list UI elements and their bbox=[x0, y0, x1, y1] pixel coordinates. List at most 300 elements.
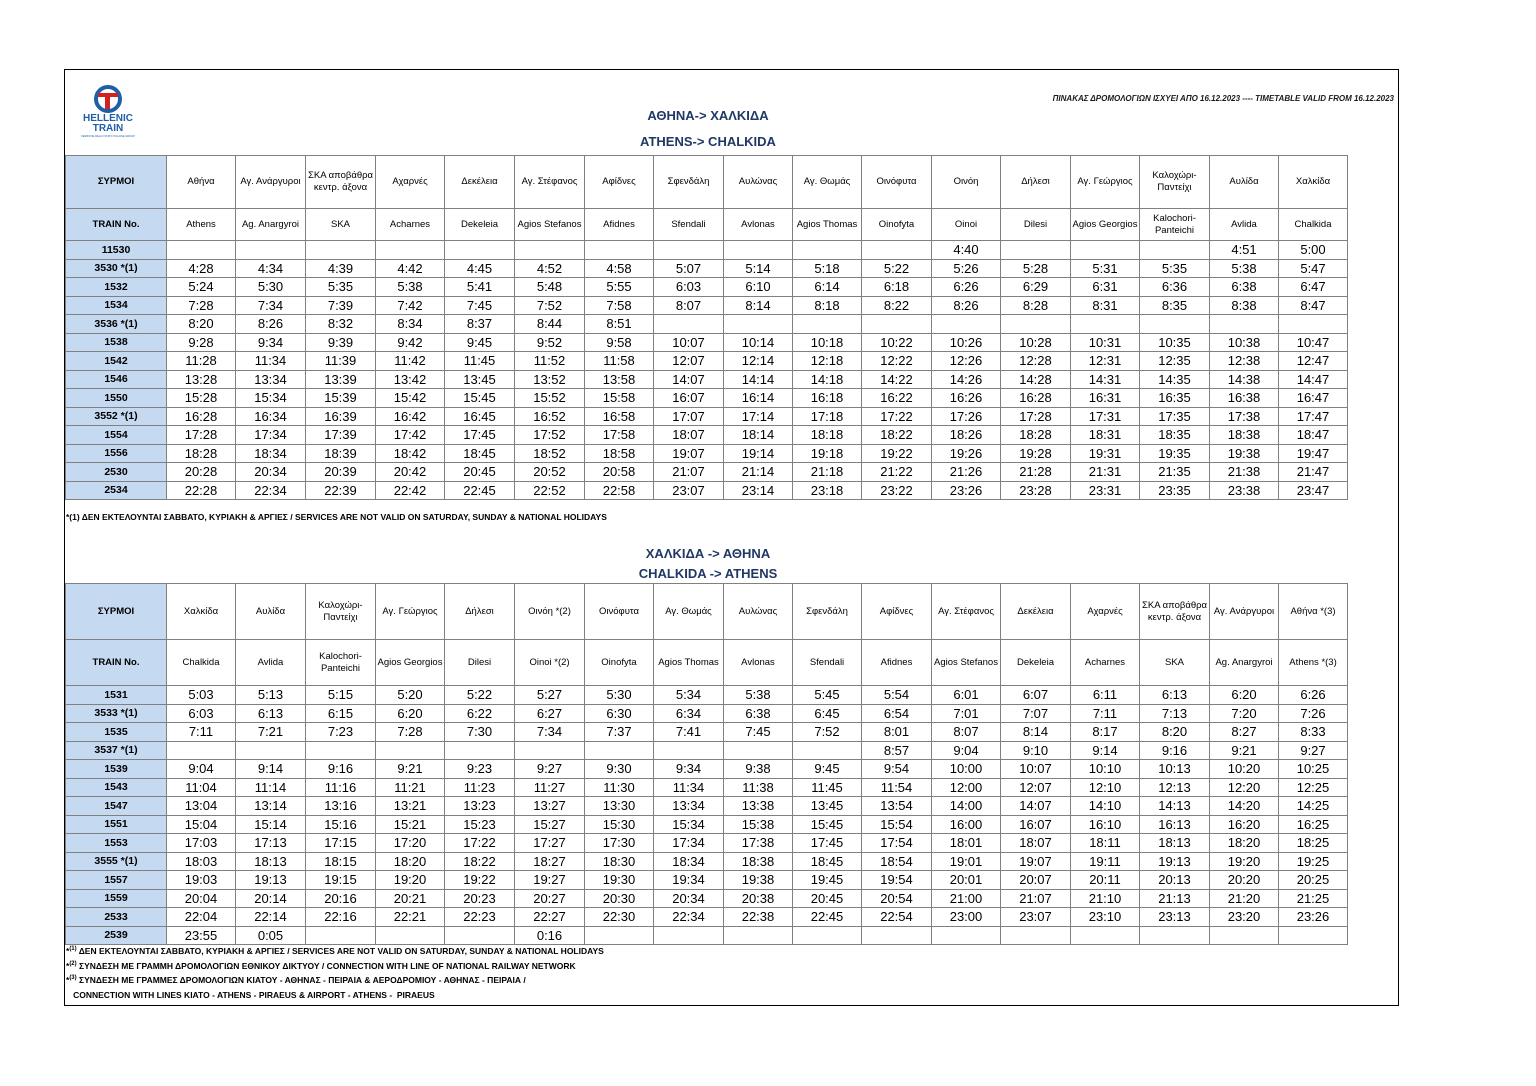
departure-time: 7:23 bbox=[306, 723, 376, 742]
departure-time: 10:25 bbox=[1279, 760, 1348, 779]
departure-time: 9:34 bbox=[236, 333, 306, 352]
departure-time bbox=[654, 926, 724, 945]
departure-time: 16:00 bbox=[932, 815, 1001, 834]
departure-time: 7:37 bbox=[585, 723, 654, 742]
departure-time: 17:38 bbox=[1210, 407, 1279, 426]
departure-time: 16:26 bbox=[932, 389, 1001, 408]
train-number: 3555 *(1) bbox=[66, 852, 167, 871]
column-header-station: Αχαρνές bbox=[1071, 584, 1140, 640]
departure-time: 19:54 bbox=[862, 871, 932, 890]
departure-time: 18:07 bbox=[654, 426, 724, 445]
departure-time: 23:20 bbox=[1210, 908, 1279, 927]
column-header-station: Αθήνα *(3) bbox=[1279, 584, 1348, 640]
table-row bbox=[66, 296, 1348, 315]
departure-time: 23:07 bbox=[654, 481, 724, 500]
departure-time: 16:18 bbox=[793, 389, 862, 408]
departure-time: 17:34 bbox=[236, 426, 306, 445]
departure-time: 16:25 bbox=[1279, 815, 1348, 834]
column-header-station: SKA bbox=[306, 209, 376, 241]
departure-time: 17:38 bbox=[724, 834, 793, 853]
departure-time: 5:15 bbox=[306, 686, 376, 705]
departure-time: 9:23 bbox=[445, 760, 515, 779]
departure-time: 17:34 bbox=[654, 834, 724, 853]
column-header-station: Δεκέλεια bbox=[1001, 584, 1071, 640]
departure-time: 20:45 bbox=[445, 463, 515, 482]
departure-time: 17:58 bbox=[585, 426, 654, 445]
departure-time bbox=[515, 241, 585, 260]
departure-time: 15:34 bbox=[654, 815, 724, 834]
departure-time: 16:34 bbox=[236, 407, 306, 426]
departure-time: 16:47 bbox=[1279, 389, 1348, 408]
departure-time: 18:28 bbox=[1001, 426, 1071, 445]
departure-time: 11:21 bbox=[376, 778, 445, 797]
departure-time: 5:20 bbox=[376, 686, 445, 705]
departure-time: 20:30 bbox=[585, 889, 654, 908]
departure-time: 12:26 bbox=[932, 352, 1001, 371]
departure-time: 11:04 bbox=[167, 778, 236, 797]
departure-time: 20:38 bbox=[724, 889, 793, 908]
departure-time: 6:30 bbox=[585, 704, 654, 723]
departure-time: 13:34 bbox=[654, 797, 724, 816]
column-header-station: Agios Stefanos bbox=[515, 209, 585, 241]
departure-time: 9:28 bbox=[167, 333, 236, 352]
column-header-station: Ag. Anargyroi bbox=[236, 209, 306, 241]
departure-time bbox=[376, 926, 445, 945]
train-number: 1543 bbox=[66, 778, 167, 797]
departure-time: 17:47 bbox=[1279, 407, 1348, 426]
column-header-station: Dekeleia bbox=[1001, 640, 1071, 686]
departure-time: 9:04 bbox=[932, 741, 1001, 760]
departure-time: 18:47 bbox=[1279, 426, 1348, 445]
departure-time: 0:05 bbox=[236, 926, 306, 945]
departure-time: 8:14 bbox=[1001, 723, 1071, 742]
departure-time: 9:10 bbox=[1001, 741, 1071, 760]
departure-time: 20:52 bbox=[515, 463, 585, 482]
departure-time: 13:34 bbox=[236, 370, 306, 389]
departure-time: 11:45 bbox=[793, 778, 862, 797]
departure-time: 14:20 bbox=[1210, 797, 1279, 816]
departure-time: 6:31 bbox=[1071, 278, 1140, 297]
departure-time: 17:30 bbox=[585, 834, 654, 853]
departure-time: 7:11 bbox=[167, 723, 236, 742]
departure-time: 5:48 bbox=[515, 278, 585, 297]
logo-tagline: FERROVIE DELLO STATO ITALIANE GROUP bbox=[81, 135, 135, 138]
departure-time: 18:03 bbox=[167, 852, 236, 871]
departure-time: 6:29 bbox=[1001, 278, 1071, 297]
logo-text-line1: HELLENIC bbox=[83, 113, 133, 124]
departure-time: 6:03 bbox=[167, 704, 236, 723]
departure-time bbox=[445, 926, 515, 945]
departure-time: 9:16 bbox=[306, 760, 376, 779]
departure-time: 22:14 bbox=[236, 908, 306, 927]
column-header-station: Oinofyta bbox=[585, 640, 654, 686]
column-header-station: Αφίδνες bbox=[585, 156, 654, 209]
departure-time: 19:07 bbox=[1001, 852, 1071, 871]
departure-time: 18:45 bbox=[445, 444, 515, 463]
table-row bbox=[66, 815, 1348, 834]
departure-time: 9:04 bbox=[167, 760, 236, 779]
column-header-station: Χαλκίδα bbox=[1279, 156, 1348, 209]
departure-time: 19:15 bbox=[306, 871, 376, 890]
column-header-station: Afidnes bbox=[585, 209, 654, 241]
departure-time: 11:27 bbox=[515, 778, 585, 797]
departure-time: 9:30 bbox=[585, 760, 654, 779]
departure-time: 4:51 bbox=[1210, 241, 1279, 260]
departure-time: 7:30 bbox=[445, 723, 515, 742]
departure-time: 5:41 bbox=[445, 278, 515, 297]
column-header-station: Αυλίδα bbox=[1210, 156, 1279, 209]
departure-time: 10:18 bbox=[793, 333, 862, 352]
column-header-station: Oinoi bbox=[932, 209, 1001, 241]
departure-time: 5:30 bbox=[585, 686, 654, 705]
departure-time: 16:13 bbox=[1140, 815, 1210, 834]
departure-time: 20:39 bbox=[306, 463, 376, 482]
column-header-station: Athens bbox=[167, 209, 236, 241]
departure-time: 7:34 bbox=[236, 296, 306, 315]
departure-time: 5:35 bbox=[1140, 259, 1210, 278]
departure-time: 21:00 bbox=[932, 889, 1001, 908]
departure-time: 10:22 bbox=[862, 333, 932, 352]
departure-time: 16:39 bbox=[306, 407, 376, 426]
departure-time bbox=[1071, 241, 1140, 260]
departure-time: 18:34 bbox=[236, 444, 306, 463]
departure-time: 18:14 bbox=[724, 426, 793, 445]
departure-time: 18:11 bbox=[1071, 834, 1140, 853]
departure-time: 7:28 bbox=[167, 296, 236, 315]
table-row bbox=[66, 278, 1348, 297]
column-header-station: Sfendali bbox=[654, 209, 724, 241]
departure-time: 16:07 bbox=[654, 389, 724, 408]
footnote bbox=[66, 946, 604, 956]
departure-time: 6:03 bbox=[654, 278, 724, 297]
departure-time: 18:34 bbox=[654, 852, 724, 871]
footnote: *(1) ΔΕΝ ΕΚΤΕΛΟΥΝΤΑΙ ΣΑΒΒΑΤΟ, ΚΥΡΙΑΚΗ & ΑΡΓΙΕΣ / SERVICES ARE NOT VALID ON SATURDAY, SUNDAY & NATIONAL HOLIDAYS bbox=[66, 512, 607, 522]
departure-time: 13:42 bbox=[376, 370, 445, 389]
departure-time: 14:25 bbox=[1279, 797, 1348, 816]
departure-time: 20:20 bbox=[1210, 871, 1279, 890]
departure-time: 6:26 bbox=[1279, 686, 1348, 705]
departure-time: 7:42 bbox=[376, 296, 445, 315]
departure-time: 10:20 bbox=[1210, 760, 1279, 779]
footnote bbox=[66, 961, 576, 971]
departure-time: 22:45 bbox=[445, 481, 515, 500]
column-header-station: Acharnes bbox=[1071, 640, 1140, 686]
departure-time: 19:03 bbox=[167, 871, 236, 890]
departure-time: 23:07 bbox=[1001, 908, 1071, 927]
departure-time: 20:07 bbox=[1001, 871, 1071, 890]
departure-time: 18:42 bbox=[376, 444, 445, 463]
departure-time: 14:07 bbox=[654, 370, 724, 389]
departure-time: 5:38 bbox=[724, 686, 793, 705]
departure-time: 8:26 bbox=[236, 315, 306, 334]
departure-time: 15:14 bbox=[236, 815, 306, 834]
departure-time: 12:38 bbox=[1210, 352, 1279, 371]
departure-time: 6:14 bbox=[793, 278, 862, 297]
departure-time: 23:10 bbox=[1071, 908, 1140, 927]
train-number: 1553 bbox=[66, 834, 167, 853]
column-header-station: Agios Georgios bbox=[1071, 209, 1140, 241]
departure-time: 16:14 bbox=[724, 389, 793, 408]
departure-time: 19:13 bbox=[236, 871, 306, 890]
departure-time: 18:25 bbox=[1279, 834, 1348, 853]
column-header-station: Καλοχώρι-Παντείχι bbox=[306, 584, 376, 640]
departure-time: 17:28 bbox=[1001, 407, 1071, 426]
departure-time bbox=[1210, 926, 1279, 945]
departure-time: 15:42 bbox=[376, 389, 445, 408]
train-number: 1538 bbox=[66, 333, 167, 352]
column-header-station: SKA bbox=[1140, 640, 1210, 686]
departure-time bbox=[654, 741, 724, 760]
departure-time: 5:00 bbox=[1279, 241, 1348, 260]
departure-time: 17:35 bbox=[1140, 407, 1210, 426]
table-row bbox=[66, 481, 1348, 500]
departure-time: 9:58 bbox=[585, 333, 654, 352]
departure-time: 15:38 bbox=[724, 815, 793, 834]
departure-time: 20:58 bbox=[585, 463, 654, 482]
departure-time: 22:27 bbox=[515, 908, 585, 927]
departure-time bbox=[724, 926, 793, 945]
departure-time: 17:45 bbox=[793, 834, 862, 853]
departure-time: 15:45 bbox=[793, 815, 862, 834]
departure-time bbox=[932, 926, 1001, 945]
column-header-station: Αγ. Θωμάς bbox=[654, 584, 724, 640]
departure-time: 13:27 bbox=[515, 797, 585, 816]
departure-time: 6:13 bbox=[236, 704, 306, 723]
departure-time: 7:07 bbox=[1001, 704, 1071, 723]
departure-time: 7:52 bbox=[515, 296, 585, 315]
departure-time: 8:27 bbox=[1210, 723, 1279, 742]
departure-time: 8:01 bbox=[862, 723, 932, 742]
train-number: 1550 bbox=[66, 389, 167, 408]
column-header-station: Agios Georgios bbox=[376, 640, 445, 686]
departure-time: 20:34 bbox=[236, 463, 306, 482]
column-header-station: Αχαρνές bbox=[376, 156, 445, 209]
departure-time: 19:07 bbox=[654, 444, 724, 463]
train-number: 1551 bbox=[66, 815, 167, 834]
departure-time: 14:38 bbox=[1210, 370, 1279, 389]
table-row bbox=[66, 908, 1348, 927]
column-header-station: Αυλίδα bbox=[236, 584, 306, 640]
departure-time: 16:22 bbox=[862, 389, 932, 408]
table-row bbox=[66, 407, 1348, 426]
departure-time: 7:01 bbox=[932, 704, 1001, 723]
column-header-station: Αθήνα bbox=[167, 156, 236, 209]
departure-time: 18:35 bbox=[1140, 426, 1210, 445]
departure-time bbox=[1140, 241, 1210, 260]
departure-time: 11:45 bbox=[445, 352, 515, 371]
departure-time: 19:31 bbox=[1071, 444, 1140, 463]
departure-time: 8:51 bbox=[585, 315, 654, 334]
departure-time: 16:58 bbox=[585, 407, 654, 426]
departure-time: 5:22 bbox=[862, 259, 932, 278]
departure-time: 9:45 bbox=[445, 333, 515, 352]
column-header-station: Sfendali bbox=[793, 640, 862, 686]
departure-time: 7:21 bbox=[236, 723, 306, 742]
table-row bbox=[66, 444, 1348, 463]
departure-time: 22:23 bbox=[445, 908, 515, 927]
departure-time: 16:31 bbox=[1071, 389, 1140, 408]
footnote bbox=[66, 990, 435, 1000]
departure-time: 17:27 bbox=[515, 834, 585, 853]
departure-time: 19:11 bbox=[1071, 852, 1140, 871]
departure-time: 21:26 bbox=[932, 463, 1001, 482]
departure-time bbox=[793, 315, 862, 334]
departure-time: 22:34 bbox=[236, 481, 306, 500]
departure-time bbox=[376, 741, 445, 760]
departure-time: 20:23 bbox=[445, 889, 515, 908]
departure-time: 5:38 bbox=[1210, 259, 1279, 278]
departure-time: 7:34 bbox=[515, 723, 585, 742]
departure-time: 10:07 bbox=[1001, 760, 1071, 779]
departure-time: 21:25 bbox=[1279, 889, 1348, 908]
departure-time: 12:07 bbox=[654, 352, 724, 371]
departure-time: 18:15 bbox=[306, 852, 376, 871]
departure-time: 23:38 bbox=[1210, 481, 1279, 500]
departure-time: 21:22 bbox=[862, 463, 932, 482]
departure-time: 12:22 bbox=[862, 352, 932, 371]
column-header-station: Αφίδνες bbox=[862, 584, 932, 640]
departure-time: 22:45 bbox=[793, 908, 862, 927]
departure-time: 14:00 bbox=[932, 797, 1001, 816]
departure-time: 18:28 bbox=[167, 444, 236, 463]
departure-time: 11:58 bbox=[585, 352, 654, 371]
departure-time: 9:39 bbox=[306, 333, 376, 352]
departure-time: 14:13 bbox=[1140, 797, 1210, 816]
departure-time bbox=[585, 741, 654, 760]
departure-time bbox=[1279, 926, 1348, 945]
footnote bbox=[66, 975, 526, 985]
departure-time bbox=[1140, 315, 1210, 334]
column-header-station: Avlonas bbox=[724, 640, 793, 686]
departure-time: 23:26 bbox=[1279, 908, 1348, 927]
departure-time: 13:38 bbox=[724, 797, 793, 816]
departure-time: 23:55 bbox=[167, 926, 236, 945]
departure-time: 13:45 bbox=[445, 370, 515, 389]
departure-time: 13:54 bbox=[862, 797, 932, 816]
departure-time: 20:28 bbox=[167, 463, 236, 482]
departure-time: 21:13 bbox=[1140, 889, 1210, 908]
departure-time: 5:38 bbox=[376, 278, 445, 297]
departure-time: 18:38 bbox=[724, 852, 793, 871]
departure-time: 21:35 bbox=[1140, 463, 1210, 482]
departure-time: 9:14 bbox=[236, 760, 306, 779]
departure-time: 19:28 bbox=[1001, 444, 1071, 463]
table-row bbox=[66, 741, 1348, 760]
departure-time: 20:21 bbox=[376, 889, 445, 908]
table-row bbox=[66, 463, 1348, 482]
departure-time: 16:52 bbox=[515, 407, 585, 426]
train-number: 11530 bbox=[66, 241, 167, 260]
departure-time: 15:27 bbox=[515, 815, 585, 834]
departure-time: 14:10 bbox=[1071, 797, 1140, 816]
departure-time: 7:28 bbox=[376, 723, 445, 742]
column-header-station: Agios Stefanos bbox=[932, 640, 1001, 686]
departure-time: 4:28 bbox=[167, 259, 236, 278]
departure-time: 5:35 bbox=[306, 278, 376, 297]
departure-time: 9:27 bbox=[1279, 741, 1348, 760]
column-header-station: Chalkida bbox=[1279, 209, 1348, 241]
departure-time bbox=[793, 741, 862, 760]
departure-time: 20:04 bbox=[167, 889, 236, 908]
departure-time: 12:25 bbox=[1279, 778, 1348, 797]
departure-time: 15:54 bbox=[862, 815, 932, 834]
departure-time: 19:22 bbox=[445, 871, 515, 890]
table-row bbox=[66, 315, 1348, 334]
column-header-station: Dekeleia bbox=[445, 209, 515, 241]
departure-time: 10:31 bbox=[1071, 333, 1140, 352]
departure-time: 10:35 bbox=[1140, 333, 1210, 352]
table-row bbox=[66, 889, 1348, 908]
departure-time: 12:47 bbox=[1279, 352, 1348, 371]
departure-time: 13:14 bbox=[236, 797, 306, 816]
departure-time: 11:42 bbox=[376, 352, 445, 371]
departure-time: 17:52 bbox=[515, 426, 585, 445]
departure-time: 6:38 bbox=[724, 704, 793, 723]
departure-time: 13:21 bbox=[376, 797, 445, 816]
departure-time bbox=[236, 741, 306, 760]
departure-time: 22:42 bbox=[376, 481, 445, 500]
departure-time: 11:28 bbox=[167, 352, 236, 371]
column-header-station: Αγ. Στέφανος bbox=[515, 156, 585, 209]
departure-time: 16:42 bbox=[376, 407, 445, 426]
departure-time: 8:31 bbox=[1071, 296, 1140, 315]
departure-time: 9:14 bbox=[1071, 741, 1140, 760]
departure-time: 20:01 bbox=[932, 871, 1001, 890]
departure-time: 15:23 bbox=[445, 815, 515, 834]
departure-time: 23:31 bbox=[1071, 481, 1140, 500]
departure-time: 21:38 bbox=[1210, 463, 1279, 482]
table-row bbox=[66, 370, 1348, 389]
departure-time: 20:13 bbox=[1140, 871, 1210, 890]
departure-time: 17:03 bbox=[167, 834, 236, 853]
table-row bbox=[66, 352, 1348, 371]
section-title-gr: ΑΘΗΝΑ-> ΧΑΛΚΙΔΑ bbox=[647, 108, 769, 123]
departure-time: 21:20 bbox=[1210, 889, 1279, 908]
train-number: 1559 bbox=[66, 889, 167, 908]
departure-time: 21:14 bbox=[724, 463, 793, 482]
departure-time bbox=[1001, 315, 1071, 334]
departure-time bbox=[793, 241, 862, 260]
column-header-station: Avlonas bbox=[724, 209, 793, 241]
departure-time: 15:30 bbox=[585, 815, 654, 834]
departure-time: 17:07 bbox=[654, 407, 724, 426]
train-number: 2533 bbox=[66, 908, 167, 927]
departure-time: 14:14 bbox=[724, 370, 793, 389]
departure-time: 13:16 bbox=[306, 797, 376, 816]
departure-time: 22:38 bbox=[724, 908, 793, 927]
departure-time: 8:26 bbox=[932, 296, 1001, 315]
departure-time: 19:25 bbox=[1279, 852, 1348, 871]
column-header-station: Σφενδάλη bbox=[654, 156, 724, 209]
departure-time: 16:28 bbox=[1001, 389, 1071, 408]
departure-time: 10:28 bbox=[1001, 333, 1071, 352]
departure-time: 22:34 bbox=[654, 908, 724, 927]
train-number: 3536 *(1) bbox=[66, 315, 167, 334]
departure-time: 22:30 bbox=[585, 908, 654, 927]
table-row bbox=[66, 852, 1348, 871]
departure-time: 4:39 bbox=[306, 259, 376, 278]
departure-time: 19:38 bbox=[1210, 444, 1279, 463]
departure-time: 8:28 bbox=[1001, 296, 1071, 315]
column-header-station: Oinofyta bbox=[862, 209, 932, 241]
departure-time: 19:20 bbox=[376, 871, 445, 890]
departure-time: 18:20 bbox=[376, 852, 445, 871]
departure-time: 6:20 bbox=[1210, 686, 1279, 705]
departure-time: 10:26 bbox=[932, 333, 1001, 352]
departure-time: 13:30 bbox=[585, 797, 654, 816]
footnote-marker: * bbox=[66, 960, 70, 971]
column-header-station: Αγ. Στέφανος bbox=[932, 584, 1001, 640]
